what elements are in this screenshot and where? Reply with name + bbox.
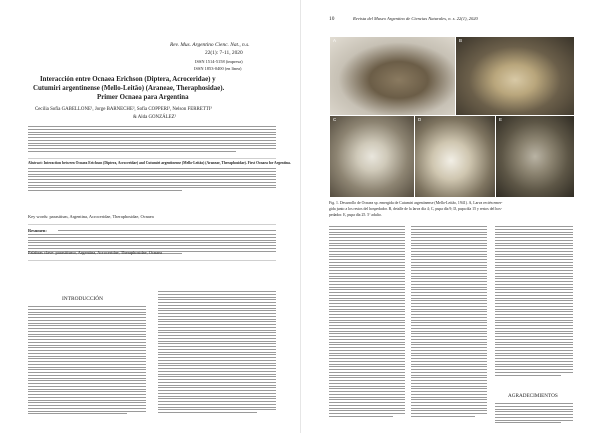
journal-volume: 22(1): 7-11, 2020 bbox=[205, 50, 243, 56]
acknowledgements-body bbox=[495, 403, 573, 425]
affiliations-block bbox=[28, 126, 276, 154]
introduction-column-left bbox=[28, 306, 146, 416]
abstract-english-body bbox=[28, 168, 276, 193]
introduction-heading: INTRODUCCIÓN bbox=[62, 296, 104, 302]
body-column-1 bbox=[329, 226, 405, 419]
issn-print: ISSN 1514-5158 (impresa) bbox=[195, 59, 243, 64]
running-head: Revista del Museo Argentino de Ciencias Naturales, n. s. 22(1), 2020 bbox=[353, 16, 478, 21]
article-title-line-1: Interacción entre Ocnaea Erichson (Diptera, Acroceridae) y bbox=[40, 76, 216, 83]
article-title-line-3: Primer Ocnaea para Argentina bbox=[97, 94, 189, 101]
abstract-english-label: Abstract: Interaction between Ocnaea Erichson (Diptera, Acroceridae) and Cutumiri argentinense (Mello-Leitão) (Araneae, Theraphosidae). First Ocnaea for Argentina. bbox=[28, 161, 291, 165]
authors-line-1: Cecilia Sofía GABELLONE¹, Jorge BARNECHE², Sofía COPPERI³, Nelson FERRETTI³ bbox=[35, 107, 212, 112]
figure-caption-line-2: gida junto a los restos del hospedador. B, detalle de la larva día 4; C, pupa día 9; D, pupa día 15 y restos del hos- bbox=[329, 207, 503, 211]
photo-label-c: C bbox=[333, 117, 337, 122]
page-number: 10 bbox=[329, 16, 335, 22]
photo-label-e: E bbox=[499, 117, 503, 122]
photo-label-b: B bbox=[459, 38, 463, 43]
figure-caption-line-3: pedador. E, pupa día 25. 5º adulto. bbox=[329, 213, 382, 217]
photo-label-d: D bbox=[418, 117, 422, 122]
body-column-2 bbox=[411, 226, 487, 419]
photo-a bbox=[329, 36, 456, 116]
keywords: Key words: parasitism, Argentina, Acroceridae, Theraphosidae, Ocnaea bbox=[28, 214, 154, 219]
figure-1-plate bbox=[329, 36, 573, 196]
issn-online: ISSN 1853-0400 (en línea) bbox=[194, 66, 242, 71]
photo-e bbox=[495, 115, 575, 198]
right-page bbox=[300, 0, 600, 433]
photo-d bbox=[414, 115, 496, 198]
authors-line-2: & Alda GONZÁLEZ¹ bbox=[133, 115, 177, 120]
figure-caption-line-1: Fig. 1. Desarrollo de Ocnaea sp. emergida de Cutumiri argentinense (Mello-Leitão, 1941). A, Larva recién emer- bbox=[329, 201, 503, 205]
body-column-3 bbox=[495, 226, 573, 377]
resumen-label: Resumen: bbox=[28, 228, 47, 233]
resumen-body bbox=[58, 230, 276, 233]
photo-b bbox=[455, 36, 575, 116]
article-title-line-2: Cutumiri argentinense (Mello-Leitão) (Araneae, Theraphosidae). bbox=[33, 85, 225, 92]
photo-c bbox=[329, 115, 415, 198]
photo-label-a: A bbox=[333, 38, 337, 43]
acknowledgements-heading: AGRADECIMIENTOS bbox=[508, 393, 558, 399]
introduction-column-right bbox=[158, 291, 276, 415]
palabras-clave: Palabras clave: parasitismo, Argentina, Acroceridae, Theraphosidae, Ocnaea bbox=[28, 250, 162, 255]
journal-citation: Rev. Mus. Argentino Cienc. Nat., n.s. bbox=[170, 42, 250, 48]
